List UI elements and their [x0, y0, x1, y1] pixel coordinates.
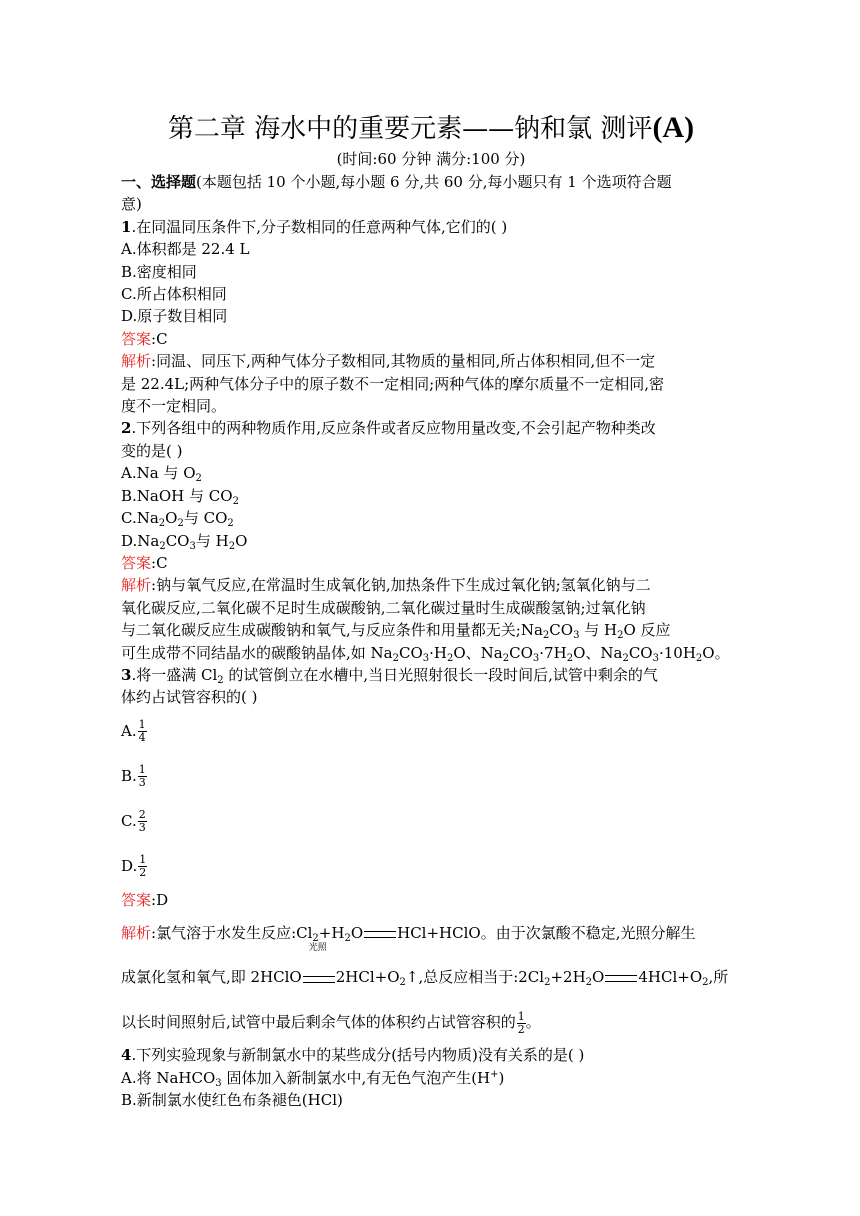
question-3-option-d: D. $\frac{1}{2}$: [121, 852, 147, 879]
question-2-analysis-line-4: 可生成带不同结晶水的碳酸钠晶体,如 $Na_2CO_3\cdot H_2O$、$Na_2CO_3\cdot 7H_2O$、$Na_2CO_3\cdot 10H_2O$。: [121, 643, 730, 664]
question-2-stem: 2.下列各组中的两种物质作用,反应条件或者反应物用量改变,不会引起产物种类改: [121, 419, 656, 438]
question-2-stem-cont: 变的是( ): [121, 441, 183, 460]
question-1-stem: 1.在同温同压条件下,分子数相同的任意两种气体,它们的( ): [121, 217, 508, 236]
question-1-answer: 答案:C: [121, 329, 168, 348]
question-2-analysis: 解析:钠与氧气反应,在常温时生成氧化钠,加热条件下生成过氧化钠;氢氧化钠与二: [121, 576, 651, 595]
fraction: $\frac{1}{4}$: [138, 717, 146, 744]
fraction: $\frac{1}{2}$: [139, 852, 147, 879]
question-4-option-b: B.新制氯水使红色布条褪色(HCl): [121, 1090, 343, 1109]
question-3-stem: 3.将一盛满 $Cl_2$ 的试管倒立在水槽中,当日光照射很长一段时间后,试管中剩余的气: [121, 665, 658, 686]
question-1-option-a: A.体积都是 22.4 L: [121, 240, 250, 259]
section-heading-cont: 意): [121, 195, 142, 214]
question-3-stem-cont: 体约占试管容积的( ): [121, 688, 258, 707]
question-1-option-b: B.密度相同: [121, 262, 197, 281]
equals-sign: [364, 931, 396, 938]
question-3-analysis-line-2: 成氯化氢和氧气,即 2HClO 光照 $2HCl+O_2↑$,总反应相当于$:2Cl_2+2H_2O$ $4HCl+O_2$,所: [121, 955, 741, 1000]
question-2-answer: 答案:C: [121, 553, 168, 572]
question-4-stem: 4.下列实验现象与新制氯水中的某些成分(括号内物质)没有关系的是( ): [121, 1046, 585, 1065]
question-1-option-d: D.原子数目相同: [121, 307, 228, 326]
question-1-analysis: 解析:同温、同压下,两种气体分子数相同,其物质的量相同,所占体积相同,但不一定: [121, 352, 656, 371]
document-body: [121, 110, 741, 1111]
equals-sign: [605, 975, 637, 982]
question-3-answer: 答案:D: [121, 890, 169, 909]
fraction: $\frac{1}{2}$: [517, 1009, 525, 1036]
question-2-analysis-line-3: 与二氧化碳反应生成碳酸钠和氧气,与反应条件和用量都无关$;Na_2CO_3$ 与 $H_2O$ 反应: [121, 621, 671, 642]
question-2-option-d: $D.Na_2CO_3$与 $H_2O$: [121, 531, 248, 552]
question-4-option-a: A.将 NaHCO$_3$ 固体加入新制氯水中,有无色气泡产生(H+): [121, 1068, 505, 1089]
question-1-analysis-line-2: 是 22.4L;两种气体分子中的原子数不一定相同;两种气体的摩尔质量不一定相同,密: [121, 374, 665, 393]
fraction: $\frac{1}{3}$: [138, 762, 146, 789]
question-1-option-c: C.所占体积相同: [121, 285, 227, 304]
question-2-option-c: $C.Na_2O_2$与 $CO_2$: [121, 509, 234, 530]
reaction-condition: 光照: [302, 956, 336, 1000]
question-3-option-c: C. $\frac{2}{3}$: [121, 807, 146, 834]
question-1-analysis-line-3: 度不一定相同。: [121, 397, 227, 416]
question-2-option-a: A.Na 与 $O_2$: [121, 464, 202, 485]
equals-sign: [303, 976, 335, 983]
fraction: $\frac{2}{3}$: [138, 807, 146, 834]
question-3-option-b: B. $\frac{1}{3}$: [121, 762, 146, 789]
question-3-analysis-line-3: 以长时间照射后,试管中最后剩余气体的体积约占试管容积的 $\frac{1}{2}$ 。: [121, 1009, 541, 1036]
question-2-analysis-line-2: 氧化碳反应,二氧化碳不足时生成碳酸钠,二氧化碳过量时生成碳酸氢钠;过氧化钠: [121, 598, 646, 617]
exam-info: (时间:60 分钟 满分:100 分): [336, 150, 526, 168]
question-2-option-b: B.NaOH 与 $CO_2$: [121, 486, 239, 507]
section-heading: 一、选择题(本题包括 10 个小题,每小题 6 分,共 60 分,每小题只有 1 个选项符合题: [121, 173, 672, 191]
question-3-analysis: 解析:氯气溶于水发生反应$:Cl_2+H_2O$ HCl+HClO。由于次氯酸不稳定,光照分解生: [121, 924, 696, 945]
page-title: 第二章 海水中的重要元素——钠和氯 测评(A): [167, 111, 695, 144]
question-3-option-a: A. $\frac{1}{4}$: [121, 717, 146, 744]
